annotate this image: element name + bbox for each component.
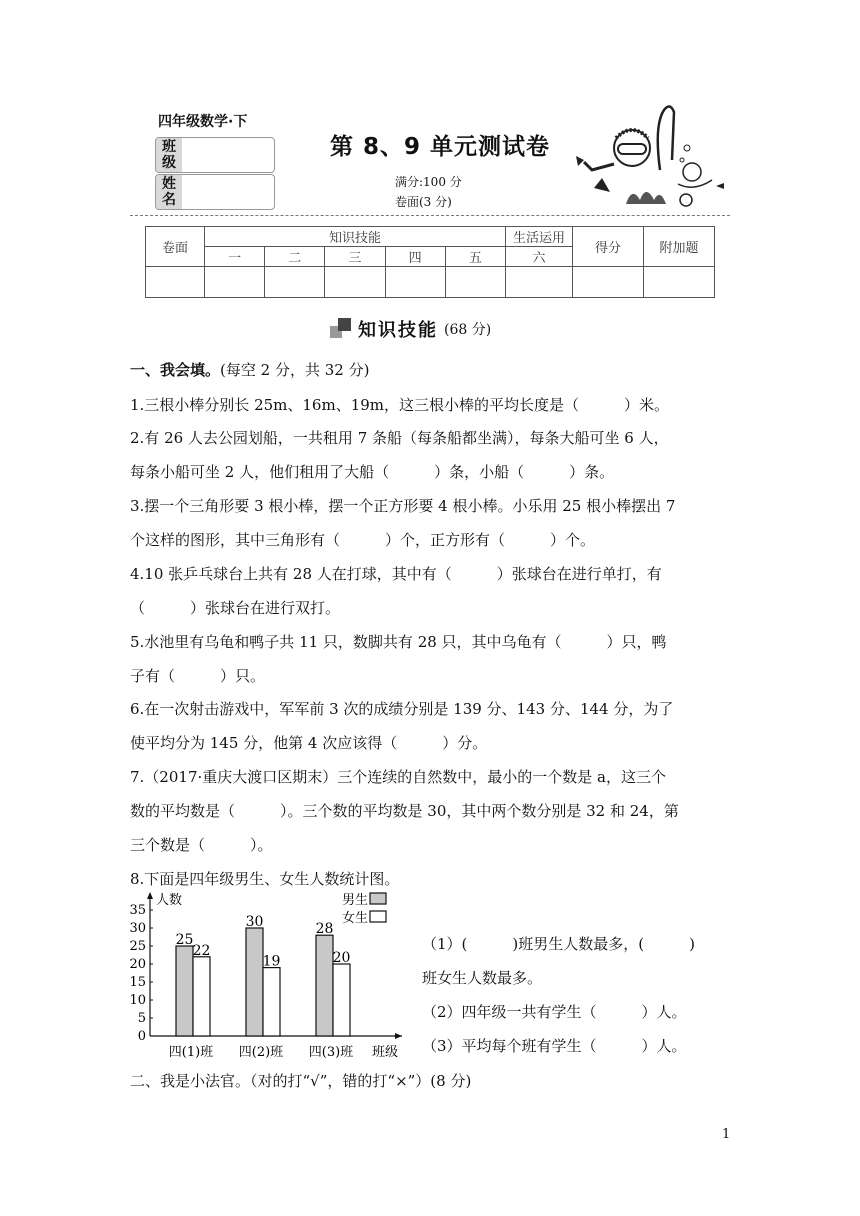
data-label: 20 [332, 950, 351, 966]
score-cell[interactable] [506, 267, 573, 298]
score-cell[interactable] [205, 267, 265, 298]
score-table [145, 226, 715, 298]
score-cell[interactable] [445, 267, 505, 298]
neatness-col-header: 卷面 [146, 227, 205, 267]
y-axis-arrow [147, 892, 153, 899]
section-title: 知识技能 [358, 320, 438, 341]
data-label: 19 [262, 953, 281, 970]
category-label: 四(1)班 [168, 1045, 214, 1060]
col-5: 五 [445, 247, 505, 267]
page-number: 1 [722, 1127, 731, 1142]
section-points: (68 分) [444, 322, 492, 338]
score-cell[interactable] [573, 267, 644, 298]
snorkel-tube [658, 106, 674, 170]
category-label: 四(2)班 [238, 1045, 284, 1060]
part1-title: 一、我会填。 [130, 361, 221, 379]
data-label: 25 [175, 932, 194, 948]
bar [193, 957, 210, 1036]
fish [716, 183, 724, 189]
y-tick-label: 15 [129, 975, 146, 990]
question-line: 数的平均数是（ ）。三个数的平均数是 30，其中两个数分别是 32 和 24，第 [130, 802, 679, 820]
col-4: 四 [385, 247, 445, 267]
col-3: 三 [325, 247, 385, 267]
score-cell[interactable] [265, 267, 325, 298]
legend-label: 女生 [342, 911, 369, 926]
bar [333, 964, 350, 1036]
legend-swatch [370, 911, 386, 922]
diver-illustration [574, 100, 734, 212]
life-group-header: 生活运用 [506, 227, 573, 247]
question-line: 子有（ ）只。 [130, 667, 266, 685]
question-line: 5.水池里有乌龟和鸭子共 11 只，数脚共有 28 只，其中乌龟有（ ）只，鸭 [130, 633, 667, 651]
col-2: 二 [265, 247, 325, 267]
question-line: 6.在一次射击游戏中，军军前 3 次的成绩分别是 139 分、143 分、144 分，为了 [130, 700, 674, 718]
q8-line: （3）平均每个班有学生（ ）人。 [422, 1037, 687, 1055]
page-title: 第 8、9 单元测试卷 [330, 134, 551, 160]
class-label: 班级 [156, 138, 182, 172]
x-axis-label: 班级 [372, 1045, 399, 1060]
bar [316, 935, 333, 1036]
question-line: 2.有 26 人去公园划船，一共租用 7 条船（每条船都坐满），每条大船可坐 6 人， [130, 429, 669, 447]
question-line: （ ）张球台在进行双打。 [130, 599, 341, 617]
legend-label: 男生 [342, 893, 369, 908]
flipper [594, 178, 610, 192]
small-diver [683, 163, 701, 181]
y-tick-label: 35 [129, 903, 146, 918]
bar [263, 968, 280, 1036]
question-line: 使平均分为 145 分，他第 4 次应该得（ ）分。 [130, 734, 488, 752]
goggles [618, 144, 646, 154]
q8-line: 班女生人数最多。 [422, 969, 543, 987]
x-axis-arrow [395, 1033, 402, 1039]
section-heading [330, 316, 491, 342]
part1-points: (每空 2 分，共 32 分) [220, 361, 370, 379]
y-axis-label: 人数 [156, 893, 183, 908]
data-label: 22 [192, 942, 211, 959]
q8-line: （2）四年级一共有学生（ ）人。 [422, 1003, 687, 1021]
question-line: 3.摆一个三角形要 3 根小棒，摆一个正方形要 4 根小棒。小乐用 25 根小棒摆出 7 [130, 497, 676, 515]
name-label: 姓名 [156, 175, 182, 209]
col-6: 六 [506, 247, 573, 267]
full-score: 满分:100 分 [395, 175, 462, 189]
coral [626, 192, 666, 204]
score-cell[interactable] [146, 267, 205, 298]
score-cell[interactable] [325, 267, 385, 298]
neatness-score: 卷面(3 分) [395, 195, 452, 209]
score-col-header: 得分 [573, 227, 644, 267]
y-tick-label: 20 [129, 957, 146, 972]
y-tick-label: 30 [129, 921, 146, 936]
class-field[interactable] [155, 137, 275, 173]
divider [130, 215, 730, 216]
bonus-col-header: 附加题 [644, 227, 715, 267]
question-line: 个这样的图形，其中三角形有（ ）个，正方形有（ ）个。 [130, 531, 596, 549]
score-cell[interactable] [385, 267, 445, 298]
score-cell[interactable] [644, 267, 715, 298]
category-label: 四(3)班 [308, 1045, 354, 1060]
part1-heading [130, 359, 369, 380]
data-label: 28 [315, 921, 334, 938]
data-label: 30 [245, 914, 264, 930]
y-tick-label: 0 [137, 1029, 146, 1044]
y-tick-label: 5 [137, 1011, 146, 1026]
bar [246, 928, 263, 1036]
question-line: 1.三根小棒分别长 25m、16m、19m，这三根小棒的平均长度是（ ）米。 [130, 396, 670, 414]
knowledge-group-header: 知识技能 [205, 227, 506, 247]
question-line: 三个数是（ ）。 [130, 836, 273, 854]
question-line: 7.（2017·重庆大渡口区期末）三个连续的自然数中，最小的一个数是 a，这三个 [130, 768, 666, 786]
section-icon [330, 318, 352, 340]
question-line: 8.下面是四年级男生、女生人数统计图。 [130, 870, 400, 888]
question-line: 每条小船可坐 2 人，他们租用了大船（ ）条，小船（ ）条。 [130, 463, 615, 481]
question-line: 4.10 张乒乓球台上共有 28 人在打球，其中有（ ）张球台在进行单打，有 [130, 565, 662, 583]
col-1: 一 [205, 247, 265, 267]
part2-heading: 二、我是小法官。（对的打“√”，错的打“×”）(8 分) [130, 1072, 472, 1090]
legend-swatch [370, 893, 386, 904]
y-tick-label: 10 [129, 993, 146, 1008]
name-field[interactable] [155, 174, 275, 210]
y-tick-label: 25 [129, 939, 146, 954]
bar [176, 946, 193, 1036]
q8-line: （1）( )班男生人数最多，( ) [422, 935, 695, 953]
grade-label: 四年级数学·下 [158, 114, 248, 130]
bar-chart [124, 888, 414, 1060]
